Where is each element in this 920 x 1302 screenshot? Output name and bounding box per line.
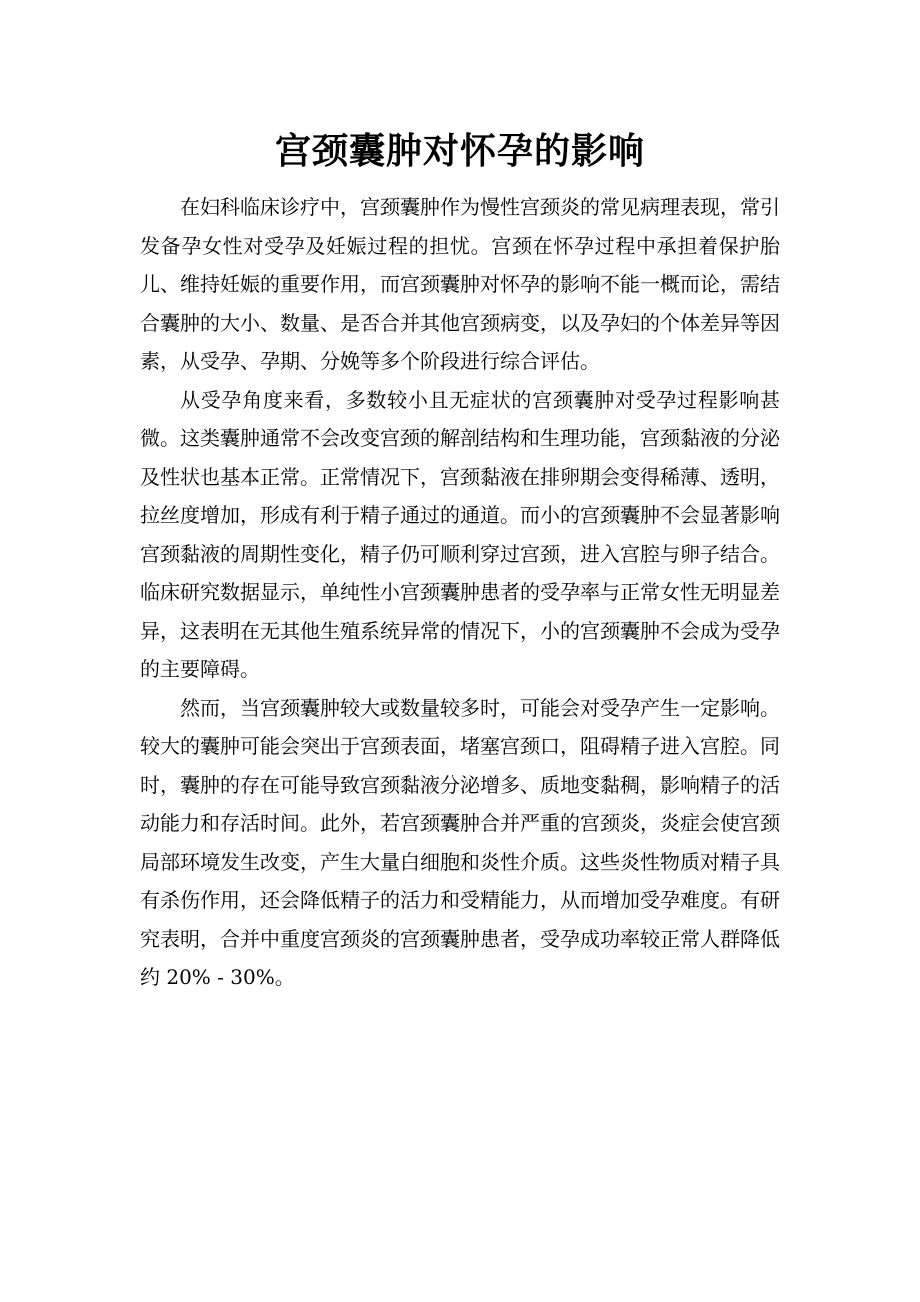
document-body xyxy=(140,188,780,997)
paragraph-conception: 从受孕角度来看，多数较小且无症状的宫颈囊肿对受孕过程影响甚微。这类囊肿通常不会改变宫颈的解剖结构和生理功能，宫颈黏液的分泌及性状也基本正常。正常情况下，宫颈黏液在排卵期会变得稀薄、透明，拉丝度增加，形成有利于精子通过的通道。而小的宫颈囊肿不会显著影响宫颈黏液的周期性变化，精子仍可顺利穿过宫颈，进入宫腔与卵子结合。临床研究数据显示，单纯性小宫颈囊肿患者的受孕率与正常女性无明显差异，这表明在无其他生殖系统异常的情况下，小的宫颈囊肿不会成为受孕的主要障碍。 xyxy=(140,387,780,681)
page-title: 宫颈囊肿对怀孕的影响 xyxy=(274,131,645,172)
paragraph-large-cysts: 然而，当宫颈囊肿较大或数量较多时，可能会对受孕产生一定影响。较大的囊肿可能会突出于宫颈表面，堵塞宫颈口，阻碍精子进入宫腔。同时，囊肿的存在可能导致宫颈黏液分泌增多、质地变黏稠，影响精子的活动能力和存活时间。此外，若宫颈囊肿合并严重的宫颈炎，炎症会使宫颈局部环境发生改变，产生大量白细胞和炎性介质。这些炎性物质对精子具有杀伤作用，还会降低精子的活力和受精能力，从而增加受孕难度。有研究表明，合并中重度宫颈炎的宫颈囊肿患者，受孕成功率较正常人群降低约 20% - 30%。 xyxy=(140,695,780,989)
paragraph-intro: 在妇科临床诊疗中，宫颈囊肿作为慢性宫颈炎的常见病理表现，常引发备孕女性对受孕及妊娠过程的担忧。宫颈在怀孕过程中承担着保护胎儿、维持妊娠的重要作用，而宫颈囊肿对怀孕的影响不能一概而论，需结合囊肿的大小、数量、是否合并其他宫颈病变，以及孕妇的个体差异等因素，从受孕、孕期、分娩等多个阶段进行综合评估。 xyxy=(140,195,780,373)
